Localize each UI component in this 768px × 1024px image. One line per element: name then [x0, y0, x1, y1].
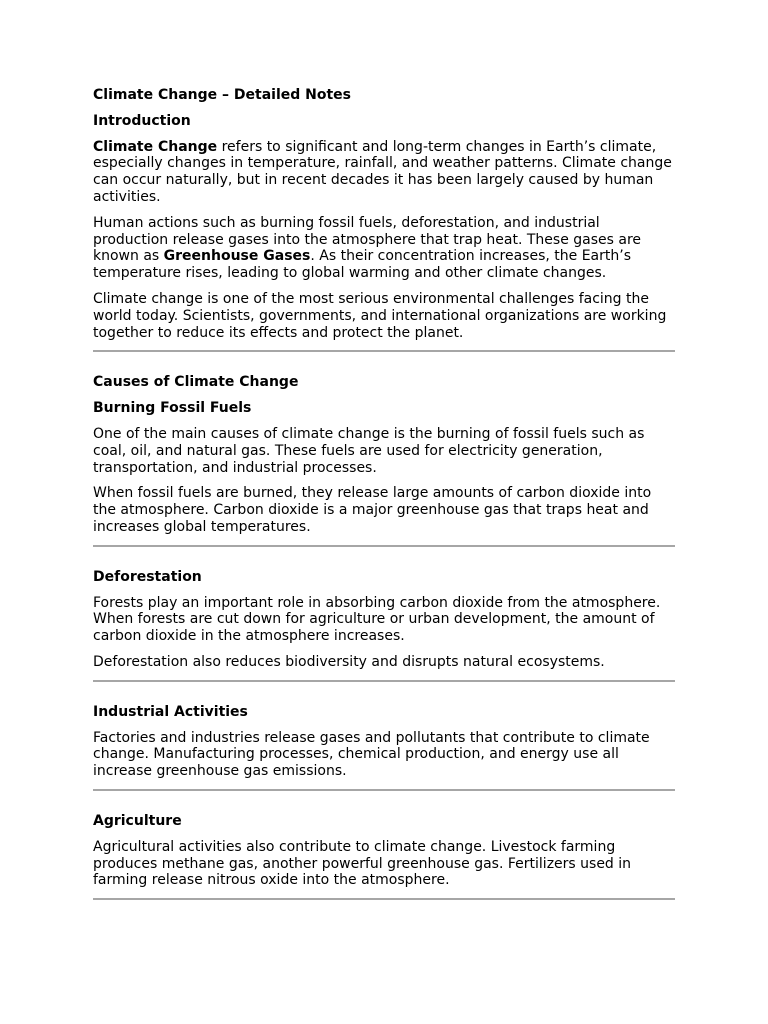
- intro-paragraph-2-end: . As their concentration increases, the Earth’s temperature rises, leading to global warming and other climate changes.: [93, 248, 631, 282]
- causes-heading: Causes of Climate Change: [93, 374, 299, 391]
- deforestation-paragraph-2: Deforestation also reduces biodiversity and disrupts natural ecosystems.: [93, 653, 605, 670]
- fossil-fuels-paragraph-1: One of the main causes of climate change is the burning of fossil fuels such as coal, oil, and natural gas. These fuels are used for electricity generation, transportation, and industrial processes.: [93, 425, 645, 476]
- agriculture-heading: Agriculture: [93, 812, 182, 829]
- deforestation-paragraph-1: Forests play an important role in absorbing carbon dioxide from the atmosphere. When forests are cut down for agriculture or urban development, the amount of carbon dioxide in the atmosphere increases.: [93, 594, 661, 645]
- intro-paragraph-2-start: Human actions such as burning fossil fuels, deforestation, and industrial production release gases into the atmosphere that trap heat. These gases are known as: [93, 214, 642, 265]
- climate-change-term: Climate Change: [93, 138, 218, 155]
- intro-paragraph-1: [93, 139, 674, 206]
- industrial-activities-paragraph: Factories and industries release gases and pollutants that contribute to climate change. Manufacturing processes, chemical production, and energy use all increase greenhouse gas emissions.: [93, 729, 650, 780]
- intro-paragraph-1-text: refers to significant and long-term changes in Earth’s climate, especially changes in temperature, rainfall, and weather patterns. Climate change can occur naturally, but in recent decades it has been largely caused by human activities.: [93, 138, 672, 205]
- deforestation-heading: Deforestation: [93, 568, 202, 585]
- greenhouse-gases-term: Greenhouse Gases: [163, 248, 311, 265]
- introduction-heading: Introduction: [93, 112, 191, 129]
- fossil-fuels-heading: Burning Fossil Fuels: [93, 400, 252, 417]
- intro-paragraph-2: [93, 215, 674, 282]
- section-divider: [93, 898, 675, 900]
- fossil-fuels-paragraph-2: When fossil fuels are burned, they release large amounts of carbon dioxide into the atmosphere. Carbon dioxide is a major greenhouse gas that traps heat and increases global temperatures.: [93, 485, 652, 535]
- agriculture-paragraph: Agricultural activities also contribute to climate change. Livestock farming produces methane gas, another powerful greenhouse gas. Fertilizers used in farming release nitrous oxide into the atmosphere.: [93, 838, 632, 889]
- industrial-activities-heading: Industrial Activities: [93, 703, 248, 720]
- document-title: Climate Change – Detailed Notes: [93, 87, 351, 103]
- intro-paragraph-3: Climate change is one of the most serious environmental challenges facing the world today. Scientists, governments, and international organizations are working together to reduce its effects and protect the planet.: [93, 290, 667, 341]
